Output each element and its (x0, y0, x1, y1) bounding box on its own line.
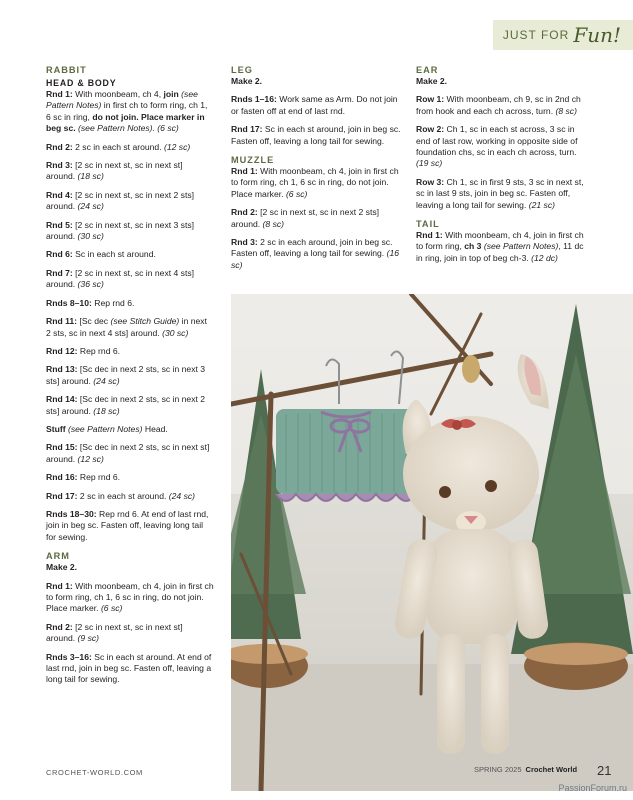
ear-heading: EAR (416, 65, 439, 75)
rabbit-rnd-11: Rnd 11: [Sc dec (see Stitch Guide) in next 2 sts, sc in next 4 sts] around. (30 sc) (46, 316, 207, 338)
rabbit-rnd-2: Rnd 2: 2 sc in each st around. (12 sc) (46, 141, 191, 152)
muzzle-heading: MUZZLE (231, 155, 275, 166)
photo-illustration (231, 294, 633, 791)
watermark: PassionForum.ru (558, 783, 627, 793)
leg-make: Make 2. (231, 76, 263, 86)
ear-make: Make 2. (416, 76, 448, 86)
amigurumi-photo (231, 294, 633, 791)
rabbit-rnd-12: Rnd 12: Rep rnd 6. (46, 345, 121, 356)
muzzle-rnd-2: Rnd 2: [2 sc in next st, sc in next 2 sts] around. (8 sc) (231, 207, 380, 229)
muzzle-rnd-1: Rnd 1: With moonbeam, ch 4, join in first ch to form ring, ch 1, 6 sc in ring, do not join. Place marker. (6 sc) (231, 166, 399, 199)
arm-rnds-3-16: Rnds 3–16: Sc in each st around. At end of last rnd, join in beg sc. Fasten off, leaving a long tail for sewing. (46, 651, 212, 685)
page-number: 21 (597, 763, 612, 778)
badge-fun: Fun! (573, 23, 621, 47)
twine-wrap (462, 355, 480, 383)
rabbit-rnd-15: Rnd 15: [Sc dec in next 2 sts, sc in next st] around. (12 sc) (46, 442, 210, 464)
rabbit-rnd-4: Rnd 4: [2 sc in next st, sc in next 2 sts] around. (24 sc) (46, 189, 195, 212)
rabbit-rnd-1: Rnd 1: With moonbeam, ch 4, join (see Pattern Notes) in first ch to form ring, ch 1, 6 sc in ring, do not join. Place marker in beg sc. (see Pattern Notes). (6 sc) (46, 89, 208, 134)
rabbit-rnd-5: Rnd 5: [2 sc in next st, sc in next 3 sts] around. (30 sc) (46, 219, 195, 242)
rabbit-rnd-14: Rnd 14: [Sc dec in next 2 sts, sc in next 2 sts] around. (18 sc) (46, 394, 206, 416)
tail-rnd-1: Rnd 1: With moonbeam, ch 4, join in first ch to form ring, ch 3 (see Pattern Notes), 11 dc in ring, join in top of beg ch-3. (12 dc) (416, 230, 584, 263)
rabbit-rnds-18-30: Rnds 18–30: Rep rnd 6. At end of last rnd, join in beg sc. Fasten off, leaving long tail for sewing. (46, 508, 209, 542)
rabbit-rnd-17: Rnd 17: 2 sc in each st around. (24 sc) (46, 490, 196, 501)
rabbit-rnd-16: Rnd 16: Rep rnd 6. (46, 472, 121, 483)
rabbit-rnd-3: Rnd 3: [2 sc in next st, sc in next st] around. (18 sc) (46, 160, 183, 182)
rabbit-rnd-7: Rnd 7: [2 sc in next st, sc in next 4 sts] around. (36 sc) (46, 267, 195, 290)
arm-rnd-1: Rnd 1: With moonbeam, ch 4, join in first ch to form ring, ch 1, 6 sc in ring, do not join. Place marker. (6 sc) (46, 580, 214, 614)
arm-make: Make 2. (46, 562, 78, 573)
column-3 (416, 64, 588, 271)
rabbit-rnd-13: Rnd 13: [Sc dec in next 2 sts, sc in next 3 sts] around. (24 sc) (46, 364, 206, 386)
ear-row-2: Row 2: Ch 1, sc in each st across, 3 sc in end of last row, working in opposite side of foundation chs, sc in each ch across, turn. (19 sc) (416, 124, 578, 169)
ear-row-3: Row 3: Ch 1, sc in first 9 sts, 3 sc in next st, sc in last 9 sts, join in beg sc. Fasten off, leaving a long tail for sewing. (21 sc) (416, 176, 584, 210)
rabbit-rnd-6: Rnd 6: Sc in each st around. (46, 249, 156, 260)
leg-rnds-1-16: Rnds 1–16: Work same as Arm. Do not join or fasten off at end of last rnd. (231, 94, 398, 116)
column-2 (231, 64, 401, 278)
footer-issue: SPRING 2025 Crochet World (474, 765, 578, 774)
tail-heading: TAIL (416, 219, 440, 230)
rabbit-stuff: Stuff (see Pattern Notes) Head. (46, 423, 168, 434)
ear-row-1: Row 1: With moonbeam, ch 9, sc in 2nd ch from hook and each ch across, turn. (8 sc) (416, 94, 581, 116)
just-for-fun-badge (493, 20, 633, 50)
leg-heading: LEG (231, 65, 253, 75)
head-body-heading: HEAD & BODY (46, 78, 117, 88)
footer-website: CROCHET-WORLD.COM (46, 768, 143, 777)
arm-rnd-2: Rnd 2: [2 sc in next st, sc in next st] around. (9 sc) (46, 621, 183, 644)
arm-heading: ARM (46, 551, 70, 562)
muzzle-rnd-3: Rnd 3: 2 sc in each around, join in beg sc. Fasten off, leaving a long tail for sewing. (16 sc) (231, 237, 399, 270)
rabbit-rnds-8-10: Rnds 8–10: Rep rnd 6. (46, 297, 135, 308)
column-1 (46, 64, 214, 693)
leg-rnd-17: Rnd 17: Sc in each st around, join in beg sc. Fasten off, leaving a long tail for sewing. (231, 124, 401, 146)
rabbit-heading: RABBIT (46, 65, 87, 75)
badge-just-for: JUST FOR (502, 28, 570, 42)
